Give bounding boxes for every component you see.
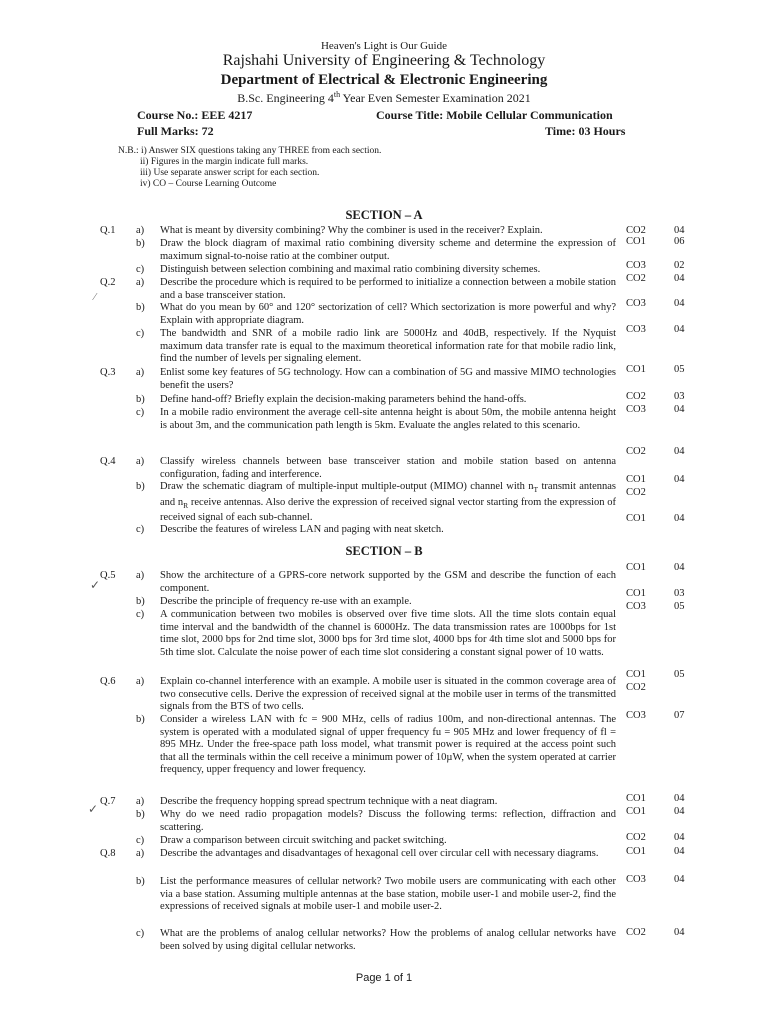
marks-6a-extra: CO2 [626, 682, 646, 693]
department-name: Department of Electrical & Electronic Engineering [220, 72, 548, 88]
instruction-line: iv) CO – Course Learning Outcome [140, 179, 277, 189]
marks-6a: CO1 05 [626, 669, 685, 680]
page-footer: Page 1 of 1 [355, 972, 413, 984]
marks-1c: CO3 02 [626, 260, 685, 271]
section-b-heading: SECTION – B [345, 544, 423, 558]
question-1b: b) Draw the block diagram of maximal ratio combining diversity scheme and determine the expression of maximum signal-to-noise ratio at the combiner output. [136, 238, 616, 262]
question-1a: Q.1 a) What is meant by diversity combining? Why the combiner is used in the receiver? Explain. [100, 225, 543, 236]
marks-2b: CO3 04 [626, 298, 685, 309]
marks-4a: CO2 04 [626, 446, 685, 457]
question-8b: b) List the performance measures of cellular network? Two mobile users are communicating with each other via a base station. Assuming multiple antennas at the base station, mobile user-1 and mobile user-2, find the expressions of received signals at mobile user-1 and mobile user-2. [136, 876, 616, 912]
question-5b: b) Describe the principle of frequency re-use with an example. [136, 596, 412, 607]
marks-2c: CO3 04 [626, 324, 685, 335]
instructions [118, 146, 381, 190]
marks-5a: CO1 04 [626, 562, 685, 573]
motto: Heaven's Light is Our Guide [320, 40, 447, 52]
marks-8b: CO3 04 [626, 874, 685, 885]
marks-4b: CO1 04 [626, 474, 685, 485]
question-3a: Q.3 a) Enlist some key features of 5G technology. How can a combination of 5G and massive MIMO technologies benefit the users? [100, 367, 616, 391]
question-8c: c) What are the problems of analog cellular networks? How the problems of analog cellular networks have been solved by using digital cellular networks. [136, 928, 616, 952]
instruction-line: iii) Use separate answer script for each section. [140, 168, 320, 178]
question-4a: Q.4 a) Classify wireless channels between base transceiver station and mobile station based on antenna configuration, fading and interference. [100, 456, 616, 480]
exam-time: Time: 03 Hours [545, 124, 626, 138]
check-mark-icon: ✓ [88, 802, 99, 816]
university-name: Rajshahi University of Engineering & Technology [222, 52, 546, 69]
exam-title: B.Sc. Engineering 4th Year Even Semester Examination 2021 [237, 90, 531, 105]
question-2b: b) What do you mean by 60° and 120° sectorization of cell? Which sectorization is more powerful and why? Explain with appropriate diagram. [136, 302, 616, 326]
instruction-line: N.B.: i) Answer SIX questions taking any THREE from each section. [118, 146, 382, 156]
question-7c: c) Draw a comparison between circuit switching and packet switching. [136, 835, 447, 846]
course-title: Course Title: Mobile Cellular Communication [376, 108, 613, 122]
marks-2a: CO2 04 [626, 273, 685, 284]
marks-3b: CO2 03 [626, 391, 685, 402]
full-marks: Full Marks: 72 [137, 124, 214, 138]
marks-4c: CO1 04 [626, 513, 685, 524]
course-number: Course No.: EEE 4217 [137, 108, 253, 122]
marks-1a: CO2 04 [626, 225, 685, 236]
marks-7b: CO1 04 [626, 806, 685, 817]
question-1c: c) Distinguish between selection combining and maximal ratio combining diversity schemes. [136, 264, 541, 275]
question-7a: Q.7 a) Describe the frequency hopping spread spectrum technique with a neat diagram. [100, 796, 498, 807]
question-7b: b) Why do we need radio propagation models? Discuss the following terms: reflection, diffraction and scattering. [136, 809, 616, 833]
question-3b: b) Define hand-off? Briefly explain the decision-making parameters behind the hand-offs. [136, 394, 527, 405]
question-6b: b) Consider a wireless LAN with fc = 900 MHz, cells of radius 100m, and non-directional antennas. The system is operated with a modulated signal of upper frequency fu = 905 MHz and lower frequency of fl = 895 MHz. Under the free-space path loss model, what transmit power is required at the access point such that all the terminals within the cell receive a minimum power of 10µW, when the system operated at carrier frequency, upper frequency and lower frequency. [136, 714, 616, 775]
marks-3a: CO1 05 [626, 364, 685, 375]
question-2a: Q.2 a) Describe the procedure which is required to be performed to initialize a connection between a mobile station and a base transceiver station. [100, 277, 616, 301]
marks-6b: CO3 07 [626, 710, 685, 721]
question-2c: c) The bandwidth and SNR of a mobile radio link are 5000Hz and 40dB, respectively. If the Nyquist maximum data transfer rate is equal to the maximum theoretical information rate for that mobile radio link, find the number of levels per signaling element. [136, 328, 616, 364]
question-5c: c) A communication between two mobiles is observed over five time slots. All the time slots contain equal time interval and the bandwidth of the channel is 6000Hz. The data transmission rates are 1000bps for 1st time slot, 2000 bps for 2nd time slot, 3000 bps for 3rd time slot, 4000 bps for 4th time slot and 5000 bps for 5th time slot. Calculate the noise power of each time slot considering a constant signal power of 10 watts. [136, 609, 616, 658]
marks-5b: CO1 03 [626, 588, 685, 599]
question-8a: Q.8 a) Describe the advantages and disadvantages of hexagonal cell over circular cell with necessary diagrams. [100, 848, 599, 859]
marks-8c: CO2 04 [626, 927, 685, 938]
marks-8a: CO1 04 [626, 846, 685, 857]
marks-3c: CO3 04 [626, 404, 685, 415]
marks-7c: CO2 04 [626, 832, 685, 843]
instruction-line: ii) Figures in the margin indicate full marks. [140, 157, 309, 167]
section-a-heading: SECTION – A [345, 208, 423, 222]
question-4b: b) Draw the schematic diagram of multiple-input multiple-output (MIMO) channel with $n_T$ transmit antennas and $n_R$ receive antennas. Also derive the expression of received signal vector starting from the expression of received signal of each sub-channel. [136, 481, 616, 524]
marks-1b: CO1 06 [626, 236, 685, 247]
check-mark-icon: ✓ [90, 578, 101, 592]
question-3c: c) In a mobile radio environment the average cell-site antenna height is about 50m, the mobile antenna height is about 3m, and the communication path length is 5km. Evaluate the angles related to this scenario. [136, 407, 616, 431]
marks-4b-extra: CO2 [626, 487, 646, 498]
pen-stroke-icon: ⁄ [94, 292, 96, 303]
question-5a: Q.5 a) Show the architecture of a GPRS-core network supported by the GSM and describe the function of each component. [100, 570, 616, 594]
marks-7a: CO1 04 [626, 793, 685, 804]
marks-5c: CO3 05 [626, 601, 685, 612]
question-6a: Q.6 a) Explain co-channel interference with an example. A mobile user is situated in the common coverage area of two consecutive cells. Derive the expression of received signal at the mobile user in terms of the transmitted signals from the BTS of two cells. [100, 676, 616, 712]
question-4c: c) Describe the features of wireless LAN and paging with neat sketch. [136, 524, 444, 535]
